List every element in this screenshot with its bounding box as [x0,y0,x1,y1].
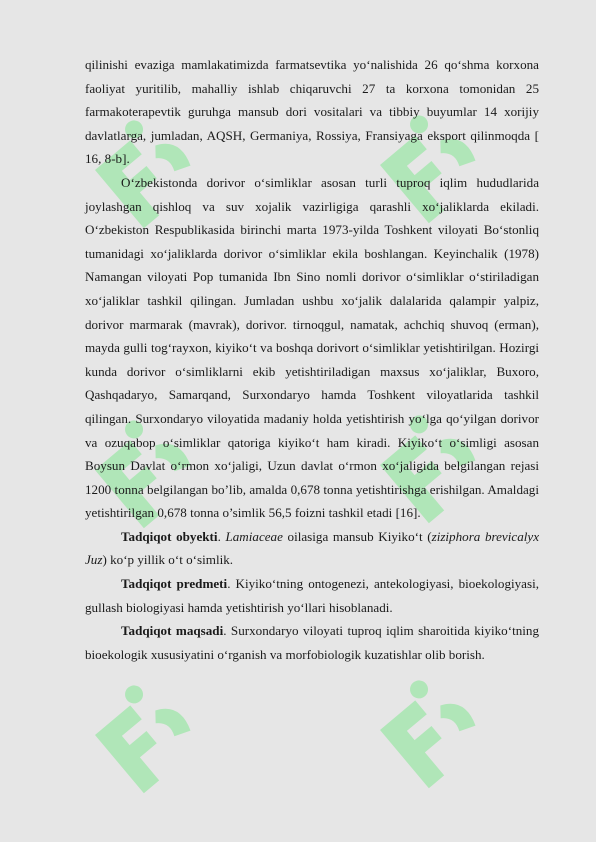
research-goal-text: . Surxondaryo viloyati tuproq iqlim sharoitida kiyiko‘tning bioekologik xususiyatini o‘rganish va morfobiologik kuzatishlar olib borish. [85,623,540,662]
research-goal-label: Tadqiqot maqsadi [121,623,224,639]
research-object-text: oilasiga mansub Kiyiko‘t ( [282,528,432,544]
research-subject-label: Tadqiqot predmeti [121,576,228,592]
family-name: Lamiaceae [225,528,283,544]
research-subject-text: . Kiyiko‘tning ontogenezi, antekologiyasi, bioekologiyasi, gullash biologiyasi hamda yetishtirish yo‘llari hisoblanadi. [85,576,539,615]
paragraph-export: qilinishi evaziga mamlakatimizda farmatsevtika yo‘nalishida 26 qo‘shma korxona faoliyat yuritilib, mahalliy ishlab chiqaruvchi 27 ta korxona tomonidan 25 farmakoterapevtik guruhga mansub dori vositalari va tibbiy buyumlar 14 xorijiy davlatlarga, jumladan, AQSH, Germaniya, Rossiya, Fransiyaga eksport qilinmoqda [ 16, 8-b]. [85,57,539,167]
species-name: ziziphora brevicalyx Juz [85,528,540,568]
paragraph-cultivation: O‘zbekistonda dorivor o‘simliklar asosan turli tuproq iqlim hududlarida joylashgan qishloq va suv xojalik vazirligiga qarashli xo‘jaliklarda ekiladi. O‘zbekiston Respublikasida birinchi marta 1973-yilda Toshkent viloyati Bo‘stonliq tumanidagi xo‘jaliklarda dorivor o‘simliklar ekila boshlangan. Keyinchalik (1978) Namangan viloyati Pop tumanida Ibn Sino nomli dorivor o‘simliklar o‘stiriladigan xo‘jaliklar tashkil qilingan. Jumladan ushbu xo‘jalik dalalarida qalampir yalpiz, dorivor marmarak (mavrak), dorivor. tirnoqgul, namatak, achchiq shuvoq (erman), mayda gulli tog‘rayxon, kiyiko‘t va boshqa dorivort o‘simliklar yetishtirilgan. Hozirgi kunda dorivor o‘simliklarni ekib yetishtiriladigan maxsus xo‘jaliklar, Buxoro, Qashqadaryo, Samarqand, Surxondaryo hamda Toshkent viloyatlarida tashkil qilingan. Surxondaryo viloyatida madaniy holda yetishtirish yo‘lga qo‘yilgan dorivor va ozuqabop o‘simliklar qatoriga kiyiko‘t ham kiradi. Kiyiko‘t o‘simligi asosan Boysun Davlat o‘rmon xo‘jaligi, Uzun davlat o‘rmon xo‘jaligida belgilangan rejasi 1200 tonna belgilangan bo’lib, amalda 0,678 tonna yetishtirishga erishilgan. Amaldagi yetishtirilgan 0,678 tonna o’simlik 56,5 foizni tashkil etadi [16]. [85,174,539,521]
paragraph-research-subject [85,572,539,619]
research-object-sep: . [217,528,226,544]
research-object-end: ) ko‘p yillik o‘t o‘simlik. [102,552,234,568]
paragraph-research-object [85,525,539,572]
body-text [85,53,539,666]
paragraph-research-goal [85,619,539,666]
research-object-label: Tadqiqot obyekti [121,528,218,544]
